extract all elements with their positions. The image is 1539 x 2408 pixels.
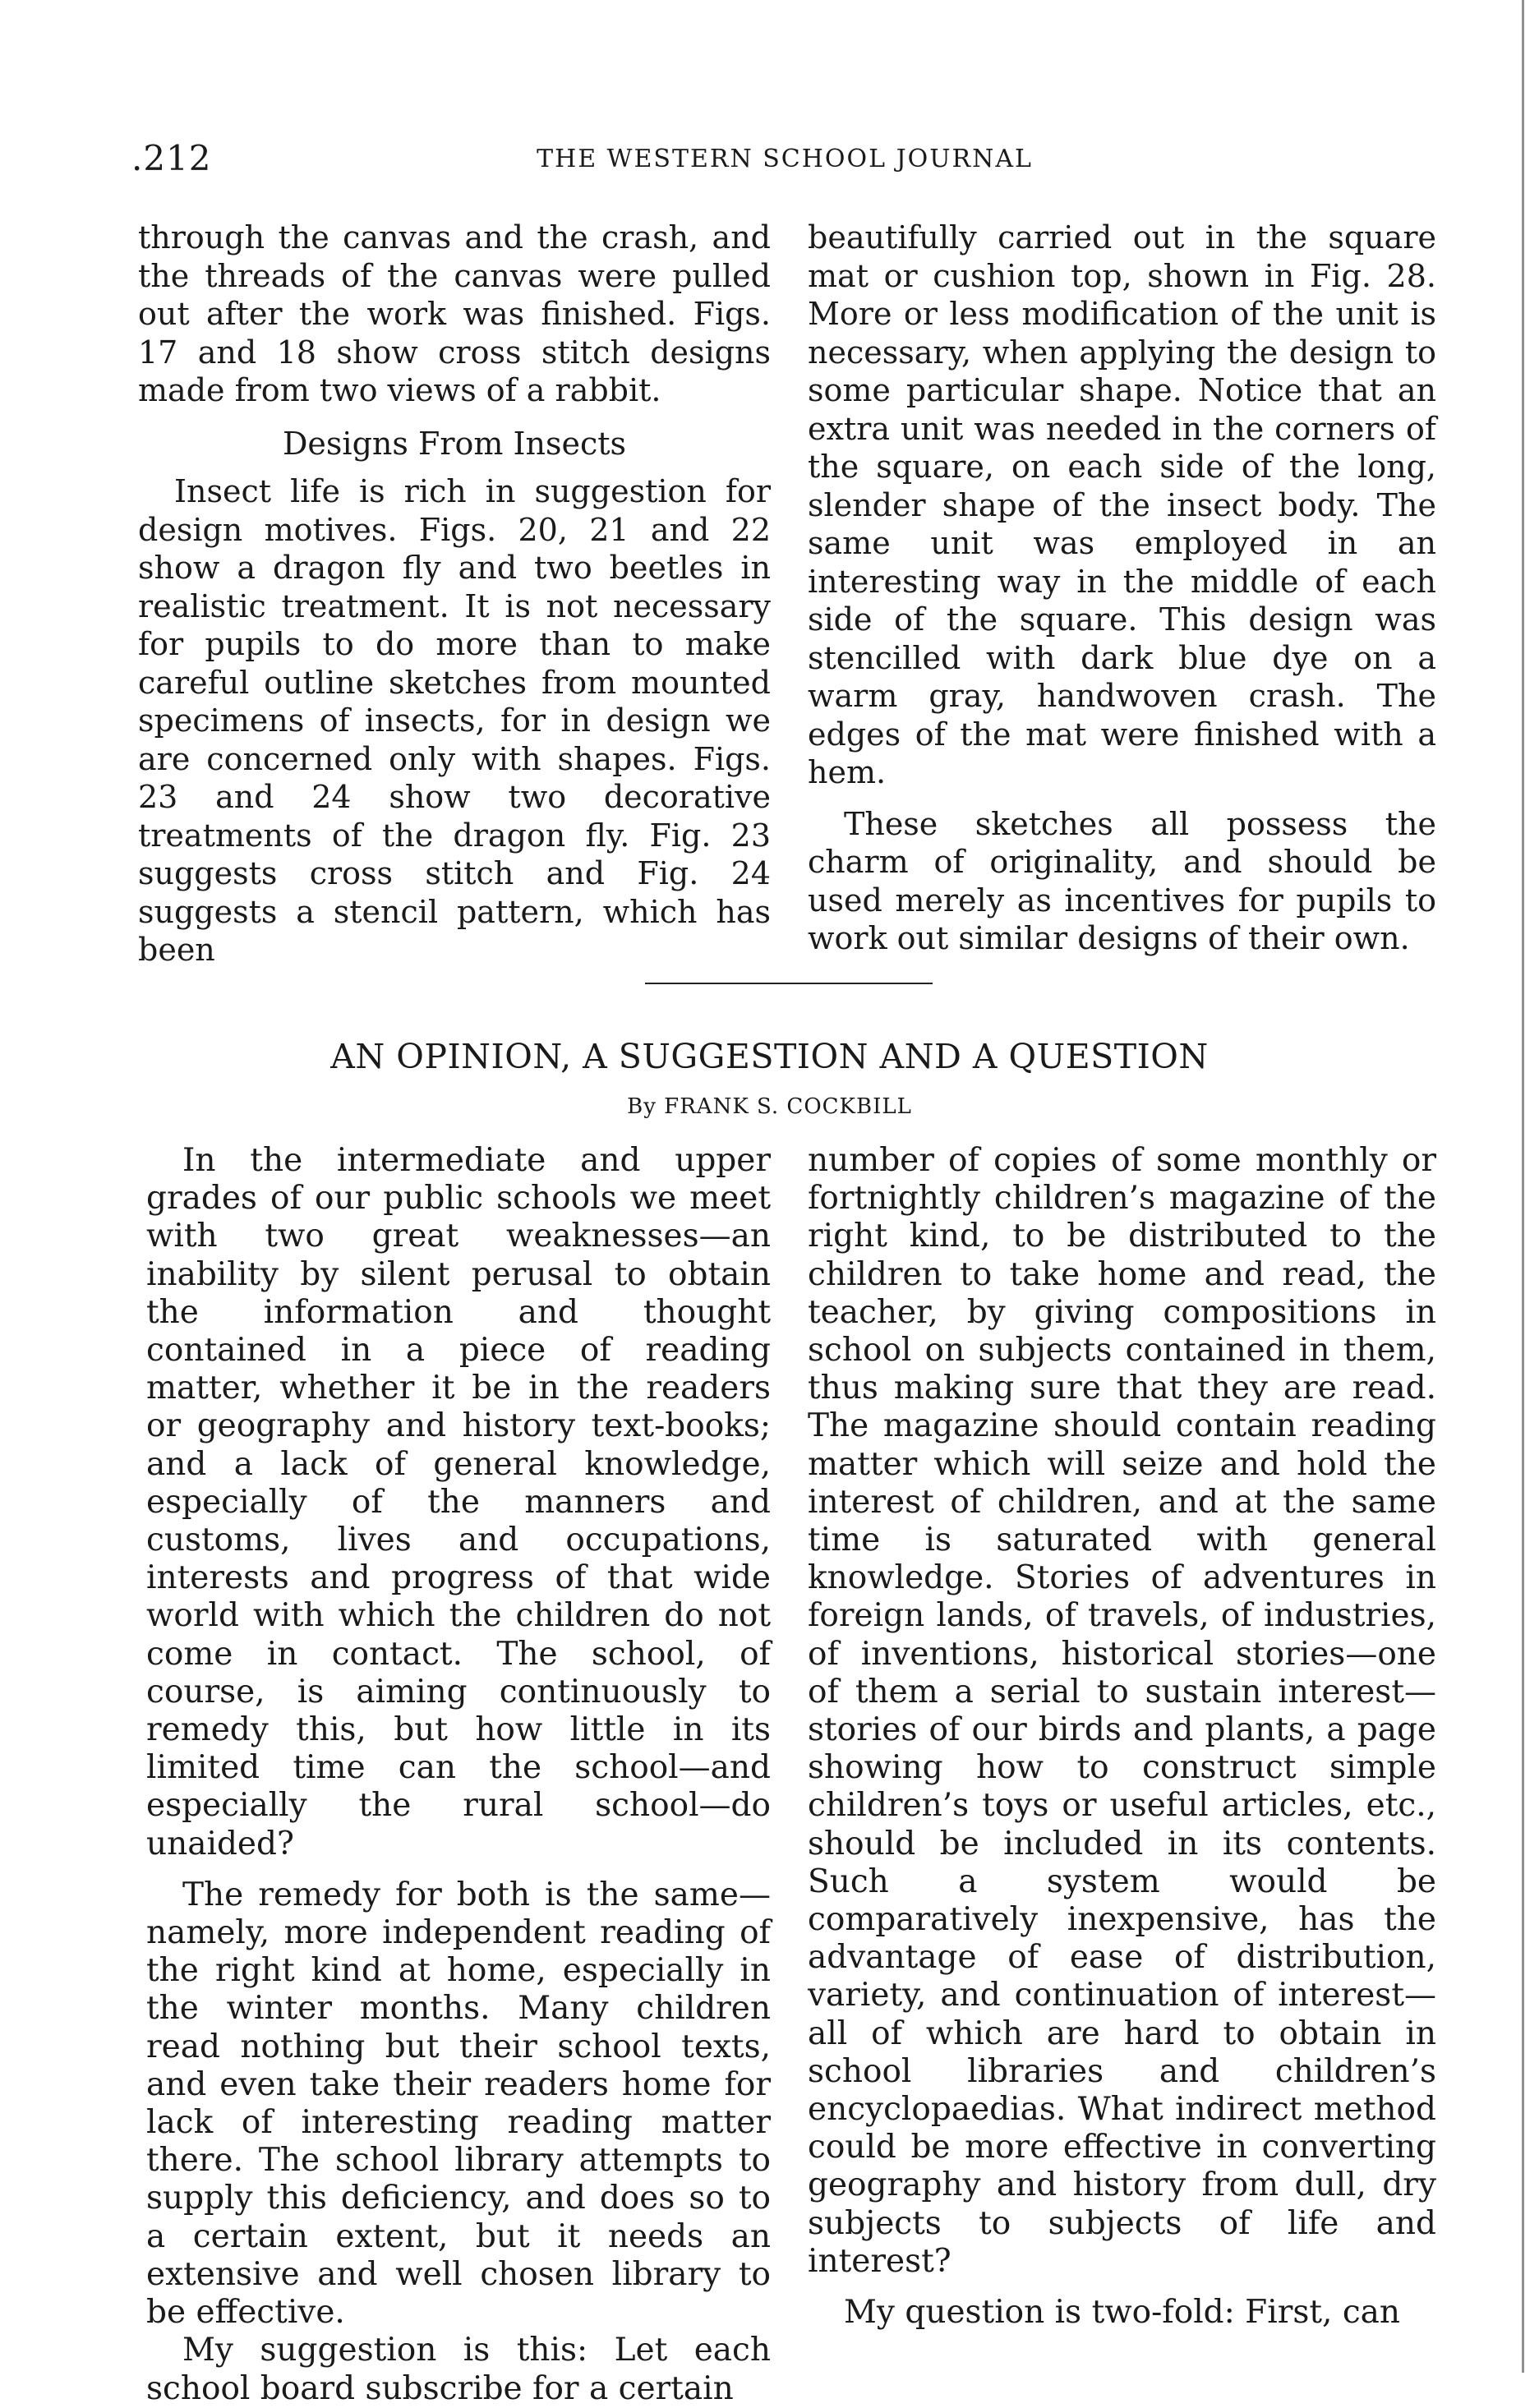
article-title: AN OPINION, A SUGGESTION AND A QUESTION (330, 1037, 1209, 1076)
column-article-right (808, 1142, 1436, 2332)
section-divider (645, 983, 933, 984)
column-article-left (146, 1142, 771, 2408)
paragraph: number of copies of some monthly or fortnightly children’s magazine of the right kind, to be distributed to the children to take home and read, the teacher, by giving compositions in school on subjects contained in them, thus making sure that they are read. The magazine should contain reading matter which will seize and hold the interest of children, and at the same time is saturated with general knowledge. Stories of adventures in foreign lands, of travels, of industries, of inventions, historical stories—one of them a serial to sustain interest—stories of our birds and plants, a page showing how to construct simple children’s toys or useful articles, etc., should be included in its contents. Such a system would be comparatively inexpensive, has the advantage of ease of distribution, variety, and continuation of interest—all of which are hard to obtain in school libraries and children’s encyclopaedias. What indirect method could be more effective in converting geography and history from dull, dry subjects to subjects of life and interest? (808, 1142, 1436, 2280)
paragraph: Insect life is rich in suggestion for design motives. Figs. 20, 21 and 22 show a dragon fly and two beetles in realistic treatment. It is not necessary for pupils to do more than to make careful outline sketches from mounted specimens of insects, for in design we are concerned only with shapes. Figs. 23 and 24 show two decorative treatments of the dragon fly. Fig. 23 suggests cross stitch and Fig. 24 suggests a stencil pattern, which has been (138, 473, 771, 968)
paragraph: My question is two-fold: First, can (844, 2294, 1401, 2332)
journal-title: THE WESTERN SCHOOL JOURNAL (537, 145, 1033, 173)
column-designs-left (138, 219, 771, 969)
paragraph: In the intermediate and upper grades of our public schools we meet with two great weaknesses—an inability by silent perusal to obtain the information and thought contained in a piece of reading matter, whether it be in the readers or geography and history text-books; and a lack of general knowledge, especially of the manners and customs, lives and occupations, interests and progress of that wide world with which the children do not come in contact. The school, of course, is aiming continuously to remedy this, but how little in its limited time can the school—and especially the rural school—do unaided? (146, 1142, 771, 1862)
page-edge-shadow (1522, 0, 1524, 2373)
paragraph: beautifully carried out in the square mat or cushion top, shown in Fig. 28. More or less modification of the unit is necessary, when applying the design to some particular shape. Notice that an extra unit was needed in the corners of the square, on each side of the long, slender shape of the insect body. The same unit was employed in an interesting way in the middle of each side of the square. This design was stencilled with dark blue dye on a warm gray, handwoven crash. The edges of the mat were finished with a hem. (808, 219, 1436, 790)
paragraph: The remedy for both is the same—namely, more independent reading of the right kind at home, especially in the winter months. Many children read nothing but their school texts, and even take their readers home for lack of interesting reading matter there. The school library attempts to supply this deficiency, and does so to a certain extent, but it needs an extensive and well chosen library to be effective. (146, 1876, 771, 2332)
paragraph: These sketches all possess the charm of originality, and should be used merely as incentives for pupils to work out similar designs of their own. (808, 805, 1436, 956)
section-subheading: Designs From Insects (282, 425, 627, 462)
article-byline: By FRANK S. COCKBILL (627, 1094, 912, 1119)
paragraph: through the canvas and the crash, and the threads of the canvas were pulled out after the work was finished. Figs. 17 and 18 show cross stitch designs made from two views of a rabbit. (138, 219, 771, 408)
page-number: .212 (131, 138, 212, 178)
column-designs-right (808, 219, 1436, 958)
running-header (131, 138, 1438, 187)
paragraph: My suggestion is this: Let each school board subscribe for a certain (146, 2332, 771, 2407)
